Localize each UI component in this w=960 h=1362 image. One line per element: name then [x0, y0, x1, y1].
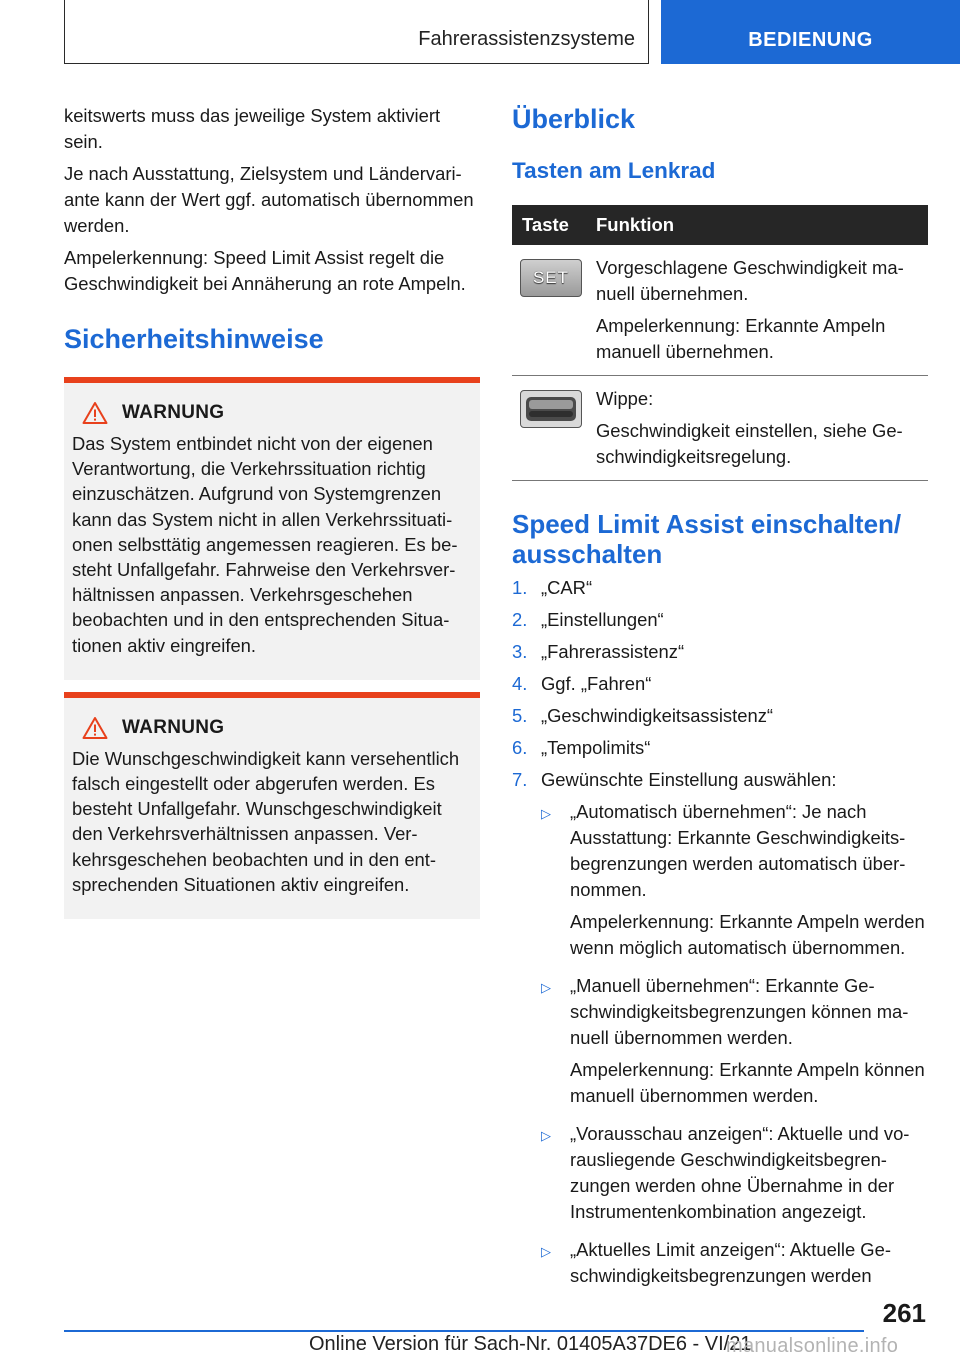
option-text: Ampelerkennung: Erkannte Ampeln können manuell übernommen werden. — [570, 1059, 925, 1106]
table-cell-text: Geschwindigkeit einstellen, siehe Geschwindigkeitsregelung. — [596, 420, 903, 467]
option-item — [541, 799, 928, 967]
warning-triangle-icon — [82, 401, 108, 425]
step-number: 6. — [512, 737, 528, 758]
option-item — [541, 1237, 928, 1295]
triangle-bullet-icon: ▷ — [541, 1128, 551, 1143]
table-cell-text: Ampelerkennung: Erkannte Ampeln manuell übernehmen. — [596, 315, 886, 362]
toggle-heading: Speed Limit Assist einschalten/ ausschalten — [512, 509, 902, 569]
safety-heading: Sicherheitshinweise — [64, 324, 324, 354]
step-number: 5. — [512, 705, 528, 726]
intro-paragraph: keitswerts muss das jeweilige System aktiviert sein. — [64, 105, 441, 152]
step-text: Gewünschte Einstellung auswählen: — [541, 769, 837, 790]
table-header — [512, 205, 928, 245]
footer-divider — [64, 1330, 864, 1332]
list-item — [512, 639, 928, 665]
buttons-heading: Tasten am Lenkrad — [512, 158, 716, 183]
list-item — [512, 735, 928, 761]
step-number: 4. — [512, 673, 528, 694]
option-item — [541, 1121, 928, 1231]
option-text: „Manuell übernehmen“: Erkannte Geschwindigkeitsbegrenzungen können manuell übernommen werden. — [570, 975, 909, 1048]
button-table — [512, 205, 928, 481]
intro-paragraph: Ampelerkennung: Speed Limit Assist regelt die Geschwindigkeit bei Annäherung an rote Ampeln. — [64, 247, 466, 294]
step-number: 7. — [512, 769, 528, 790]
left-column — [64, 103, 480, 919]
list-item — [512, 703, 928, 729]
option-text: Ampelerkennung: Erkannte Ampeln werden wenn möglich automatisch übernommen. — [570, 911, 925, 958]
warning-triangle-icon — [82, 716, 108, 740]
triangle-bullet-icon: ▷ — [541, 980, 551, 995]
step-text: „Fahrerassistenz“ — [541, 641, 685, 662]
warning-text: Die Wunschgeschwindigkeit kann versehentlich falsch eingestellt oder abgerufen werden. Es besteht Unfallgefahr. Wunschgeschwindigkeit den Verkehrsverhältnissen anpassen. Verkehrsgeschehen beobachten und in den entsprechenden Situationen aktiv eingreifen. — [72, 747, 460, 895]
step-text: „Tempolimits“ — [541, 737, 651, 758]
page-number: 261 — [882, 1298, 926, 1328]
table-cell-text: Wippe: — [596, 388, 654, 409]
warning-text: Das System entbindet nicht von der eigenen Verantwortung, die Verkehrssituation richtig einzuschätzen. Aufgrund von Systemgrenzen kann das System nicht in allen Verkehrssituationen selbsttätig angemessen reagieren. Es besteht Unfallgefahr. Fahrweise den Verkehrsverhältnissen anpassen. Verkehrsgeschehen beobachten und in den entsprechenden Situationen aktiv eingreifen. — [72, 433, 458, 656]
list-item — [512, 767, 928, 1295]
option-text: „Automatisch übernehmen“: Je nach Ausstattung: Erkannte Geschwindigkeitsbegrenzungen werden automatisch übernommen. — [570, 801, 906, 900]
option-item — [541, 973, 928, 1115]
option-text: „Vorausschau anzeigen“: Aktuelle und vorausliegende Geschwindigkeitsbegrenzungen werden ohne Übernahme in der Instrumentenkombination angezeigt. — [570, 1123, 910, 1222]
table-header-cell: Taste — [522, 214, 569, 235]
option-text: „Aktuelles Limit anzeigen“: Aktuelle Geschwindigkeitsbegrenzungen werden — [570, 1239, 891, 1286]
triangle-bullet-icon: ▷ — [541, 1244, 551, 1259]
step-text: Ggf. „Fahren“ — [541, 673, 652, 694]
table-header-cell: Funktion — [596, 214, 675, 235]
warning-box — [64, 692, 480, 919]
table-row — [512, 245, 928, 376]
step-number: 1. — [512, 577, 528, 598]
chapter-tab-label: BEDIENUNG — [748, 29, 873, 51]
section-title: Fahrerassistenzsysteme — [418, 28, 635, 50]
watermark: manualsonline.info — [726, 1335, 899, 1357]
table-cell-text: Vorgeschlagene Geschwindigkeit manuell übernehmen. — [596, 257, 904, 304]
right-column — [512, 103, 928, 1301]
list-item — [512, 575, 928, 601]
step-list — [512, 575, 928, 1295]
step-number: 2. — [512, 609, 528, 630]
table-row — [512, 376, 928, 481]
set-button-label: SET — [532, 268, 570, 287]
step-text: „Geschwindigkeitsassistenz“ — [541, 705, 774, 726]
chapter-tab[interactable] — [661, 0, 960, 64]
warning-title: WARNUNG — [122, 402, 225, 423]
rocker-switch-icon — [520, 390, 582, 428]
overview-heading: Überblick — [512, 104, 636, 134]
step-text: „CAR“ — [541, 577, 593, 598]
warning-title: WARNUNG — [122, 716, 225, 738]
list-item — [512, 607, 928, 633]
warning-box — [64, 377, 480, 680]
set-button-icon — [520, 259, 582, 297]
triangle-bullet-icon: ▷ — [541, 806, 551, 821]
intro-paragraph: Je nach Ausstattung, Zielsystem und Ländervariante kann der Wert ggf. automatisch übernommen werden. — [64, 163, 474, 236]
step-text: „Einstellungen“ — [541, 609, 664, 630]
step-number: 3. — [512, 641, 528, 662]
online-version-text: Online Version für Sach-Nr. 01405A37DE6 - VI/21 — [309, 1333, 752, 1355]
list-item — [512, 671, 928, 697]
